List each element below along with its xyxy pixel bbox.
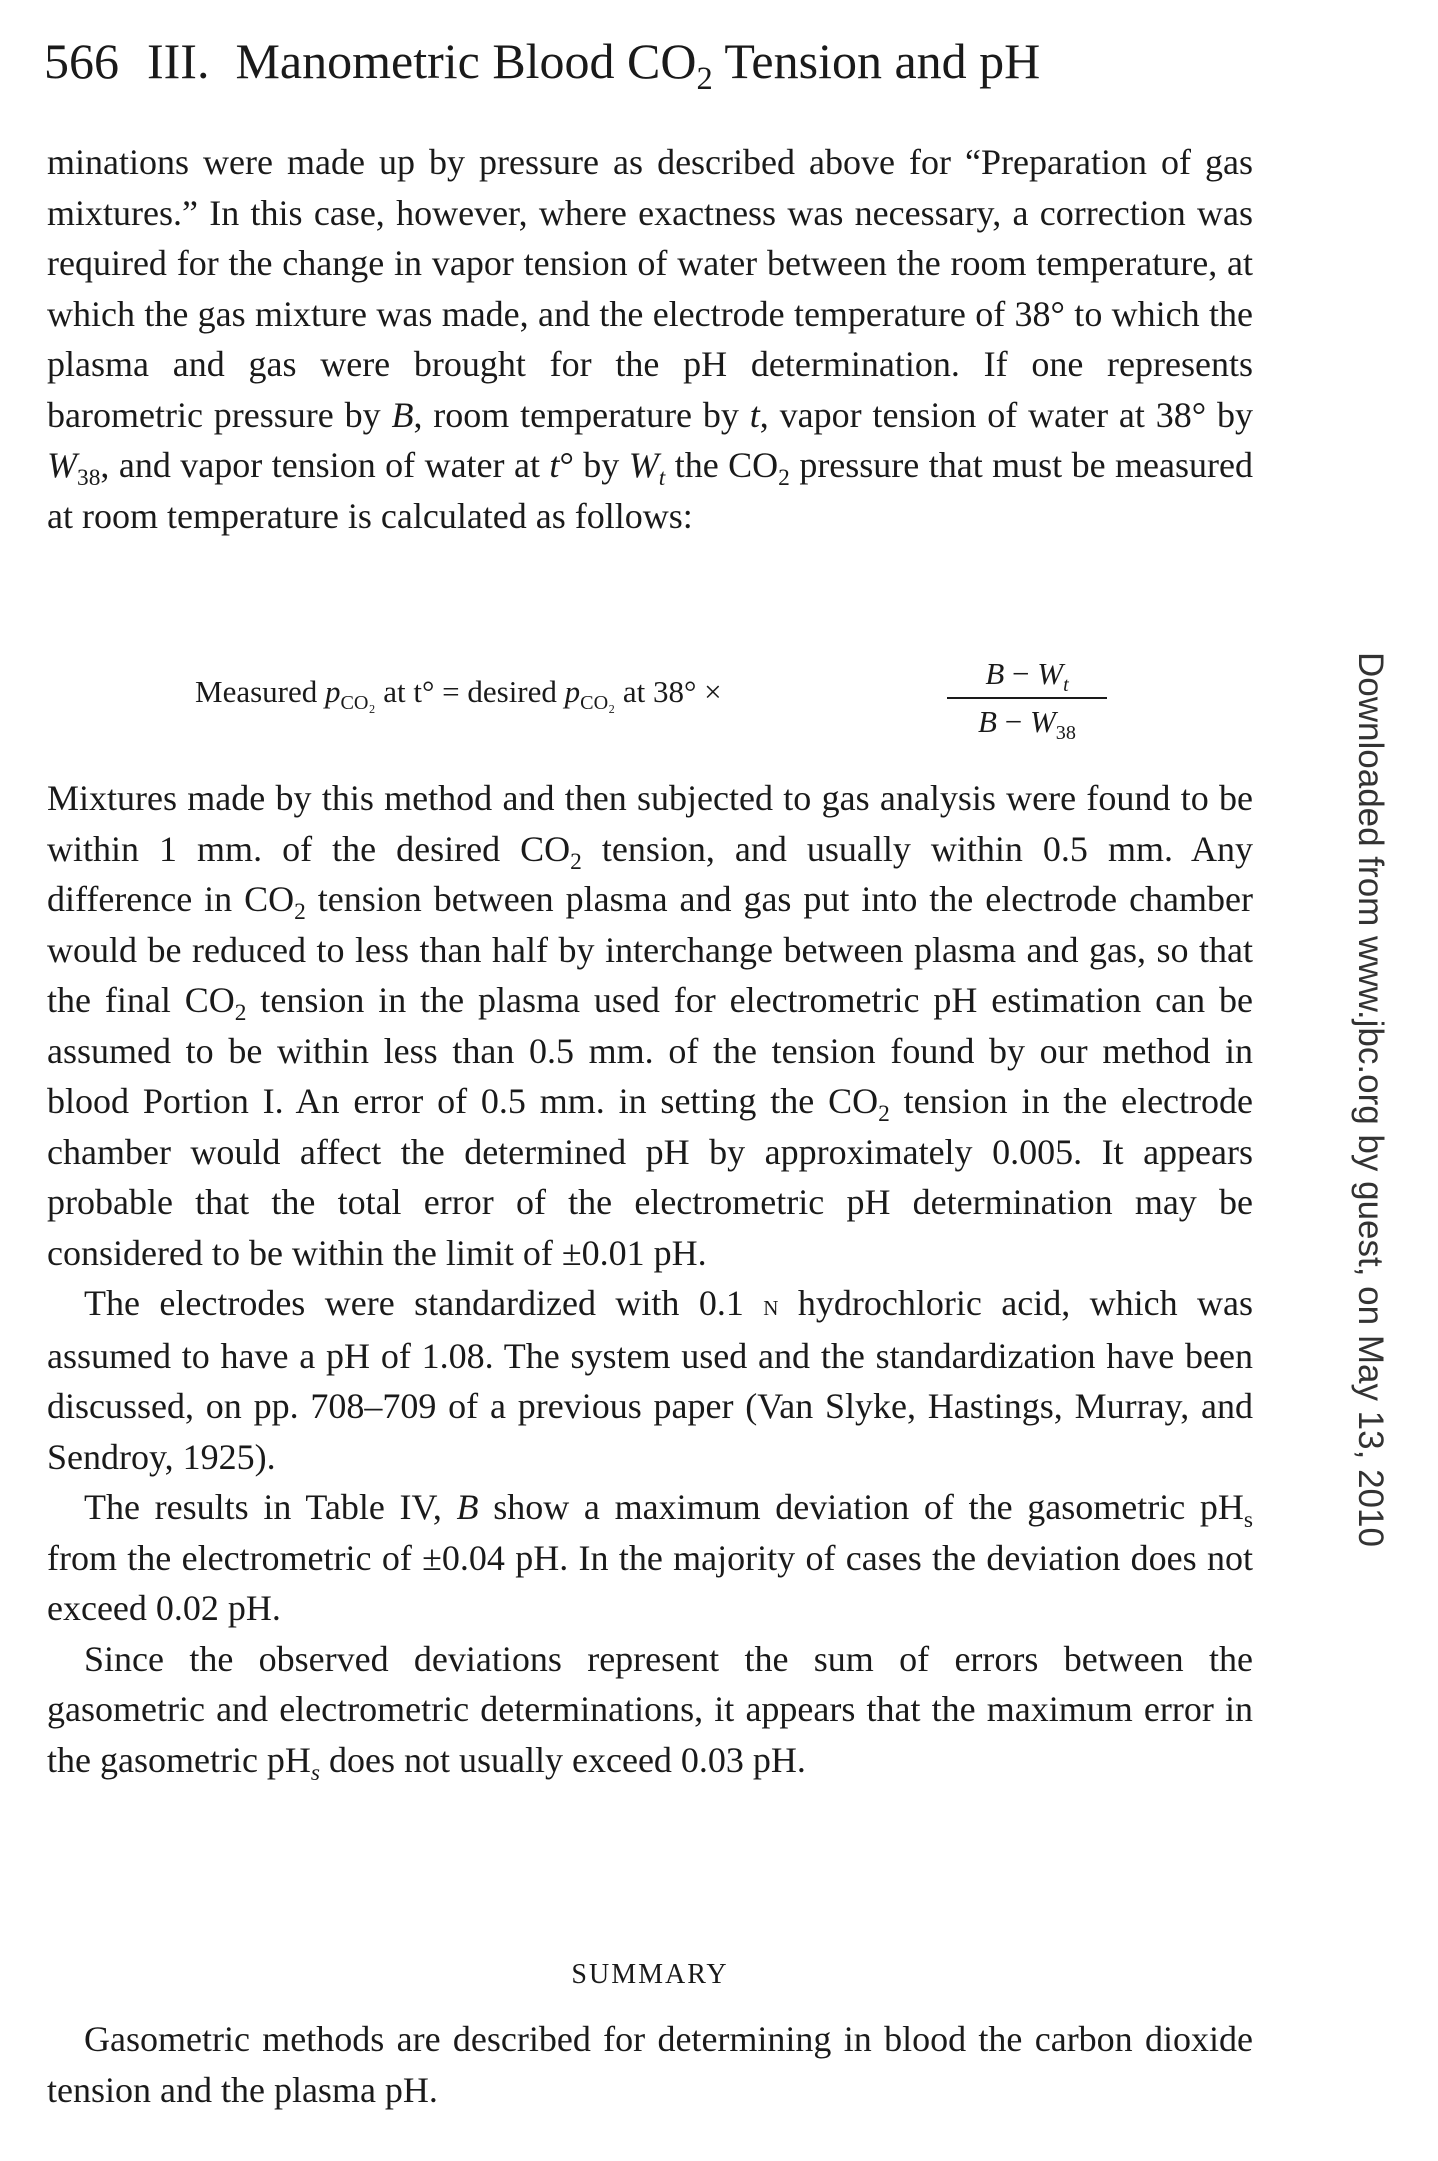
summary-heading: SUMMARY [571, 1959, 729, 1990]
section-number: III. [147, 33, 210, 89]
paragraph-gas-correction: minations were made up by pressure as described above for “Preparation of gas mixtures.” In this case, however, where exactness was necessary, a correction was required for the change in vapor tension of water between the room temperature, at which the gas mixture was made, and the electrode temperature of 38° to which the plasma and gas were brought for the pH determination. If one represents barometric pressure by B, room temperature by t, vapor tension of water at 38° by $W_{38}$, and vapor tension of water at t° by $W_t$ the $CO_2$ pressure that must be measured at room temperature is calculated as follows: [47, 142, 1254, 536]
equation-left-side: Measured $p_{CO_2}$ at t° = desired $p_{CO_2}$ at 38° × [195, 674, 722, 715]
summary-section [47, 2014, 1253, 2115]
paragraph-table-results: The results in Table IV, B show a maximum deviation of the gasometric $pH_s$ from the electrometric of ±0.04 pH. In the majority of cases the deviation does not exceed 0.02 pH. [47, 1487, 1254, 1628]
paragraph-mixture-accuracy: Mixtures made by this method and then subjected to gas analysis were found to be within 1 mm. of the desired $CO_2$ tension, and usually within 0.5 mm. Any difference in $CO_2$ tension between plasma and gas put into the electrode chamber would be reduced to less than half by interchange between plasma and gas, so that the final $CO_2$ tension in the plasma used for electrometric pH estimation can be assumed to be within less than 0.5 mm. of the tension found by our method in blood Portion I. An error of 0.5 mm. in setting the $CO_2$ tension in the electrode chamber would affect the determined pH by approximately 0.005. It appears probable that the total error of the electrometric pH determination may be considered to be within the limit of ±0.01 pH. [47, 778, 1254, 1273]
fraction-denominator: $B - W_{38}$ [978, 704, 1076, 745]
paragraph-electrode-standardization: The electrodes were standardized with 0.1 n hydrochloric acid, which was assumed to have a pH of 1.08. The system used and the standardization have been discussed, on pp. 708–709 of a previous paper (Van Slyke, Hastings, Murray, and Sendroy, 1925). [47, 1283, 1253, 1477]
download-note: Downloaded from www.jbc.org by guest, on May 13, 2010 [1351, 652, 1390, 1547]
fraction-bar [947, 697, 1107, 699]
fraction-numerator: $B - W_t$ [985, 656, 1069, 697]
body-text-lower [47, 773, 1253, 1785]
paragraph-error-conclusion: Since the observed deviations represent the sum of errors between the gasometric and electrometric determinations, it appears that the maximum error in the gasometric $pH_s$ does not usually exceed 0.03 pH. [47, 1638, 1253, 1786]
running-title: Manometric Blood $CO_2$ Tension and pH [235, 33, 1041, 97]
page-number: 566 [44, 33, 119, 89]
equation-fraction [947, 654, 1107, 745]
pressure-correction-equation [195, 648, 1155, 758]
download-watermark [1346, 652, 1406, 1552]
body-text-upper [47, 137, 1253, 541]
running-header [44, 26, 1284, 96]
summary-text: Gasometric methods are described for determining in blood the carbon dioxide tension and the plasma pH. [47, 2019, 1253, 2110]
